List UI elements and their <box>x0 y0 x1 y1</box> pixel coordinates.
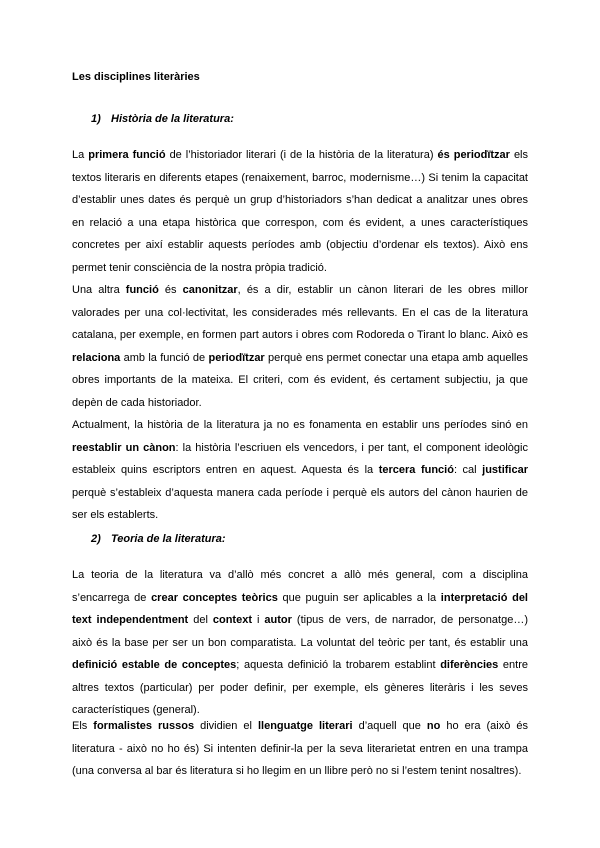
bold-term: és periodïtzar <box>437 149 510 161</box>
text-run: que puguin ser aplicables a la <box>277 591 441 604</box>
paragraph <box>72 144 528 279</box>
section-number: 1) <box>91 113 101 125</box>
text-run: dividien el <box>194 720 258 732</box>
section-title: Teoria de la literatura: <box>111 533 226 545</box>
section-heading-teoria <box>91 533 226 545</box>
text-run: : la història l’escriuen els vencedors, i per tant, el component ideològic estableix quins escriptors entren en aquest. Aquesta és la <box>72 441 528 476</box>
bold-term: no <box>426 720 441 732</box>
text-run: ho era (això és literatura - això no ho és) Si intenten definir-la per la seva literarietat entren en una trampa (una conversa al bar és literatura si ho llegim en un llibre però no si l’estem tenint nosaltres). <box>72 720 528 777</box>
paragraph <box>72 715 528 783</box>
bold-term: autor <box>264 614 292 626</box>
text-run: els textos literaris en diferents etapes (renaixement, barroc, modernisme…) Si tenim la capacitat d’establir unes dates és perquè un grup d’historiadors s’han dedicat a analitzar unes obres en relació a una etapa històrica que correspon, com és evident, a unes característiques concretes per així establir aquests períodes amb (objectiu d’ordenar els textos). Això ens permet tenir consciència de la nostra pròpia tradició. <box>72 149 529 274</box>
text-run: Actualment, la història de la literatura ja no es fonamenta en establir uns períodes sinó en <box>72 419 528 431</box>
text-run: La <box>72 149 89 161</box>
bold-term: canonitzar <box>182 284 238 296</box>
bold-term: definició estable de conceptes <box>72 659 237 671</box>
text-run: , és a dir, establir un cànon literari de les obres millor valorades per una col·lectivitat, les considerades més rellevants. En el cas de la literatura catalana, per exemple, en formen part autors i obres com Rodoreda o Tirant lo blanc. Això es <box>72 284 528 341</box>
text-run: Una altra <box>72 284 126 296</box>
text-run: (tipus de vers, de narrador, de personatge…) això és la base per ser un bon comparatista. La voluntat del teòric per tant, és establir una <box>72 614 528 649</box>
document-title: Les disciplines literàries <box>72 71 200 83</box>
bold-term: justificar <box>482 464 528 476</box>
section-title: Història de la literatura: <box>111 113 234 125</box>
text-run: és <box>158 284 183 296</box>
bold-term: tercera funció <box>378 464 454 476</box>
text-run: amb la funció de <box>120 351 209 364</box>
bold-term: crear conceptes teòrics <box>151 591 278 604</box>
bold-term: relaciona <box>72 351 121 364</box>
text-run: d’aquell que <box>352 720 427 732</box>
text-run: i <box>252 614 265 626</box>
bold-term: funció <box>125 284 159 296</box>
text-run: ; aquesta definició la trobarem establint <box>236 659 441 671</box>
text-run: perquè ens permet conectar una etapa amb aquelles obres importants de la mateixa. El criteri, com és evident, és certament subjectiu, ja que depèn de cada historiador. <box>72 351 528 409</box>
text-run: del <box>188 614 213 626</box>
text-run: : cal <box>453 464 483 476</box>
text-run: Els <box>72 720 94 732</box>
paragraph <box>72 279 528 414</box>
bold-term: reestablir un cànon <box>72 441 176 454</box>
text-run: perquè s’estableix d’aquesta manera cada període i perquè els autors del cànon haurien de ser els establerts. <box>72 486 528 521</box>
paragraph <box>72 564 528 722</box>
text-run: La teoria de la literatura va d’allò més concret a allò més general, com a disciplina s’encarrega de <box>72 569 528 604</box>
bold-term: context <box>212 614 252 626</box>
bold-term: periodïtzar <box>208 351 265 364</box>
text-run: de l’historiador literari (i de la història de la literatura) <box>165 149 438 161</box>
text-run: entre altres textos (particular) per poder definir, per exemple, els gèneres literàris i les seves característiques (general). <box>72 659 528 716</box>
bold-term: interpretació del text independentment <box>72 591 528 626</box>
bold-term: primera funció <box>88 149 166 161</box>
bold-term: formalistes russos <box>93 720 195 732</box>
section-heading-historia <box>91 113 234 125</box>
bold-term: diferències <box>440 659 499 671</box>
bold-term: llenguatge literari <box>257 720 353 732</box>
section-number: 2) <box>91 533 101 545</box>
paragraph <box>72 414 528 527</box>
